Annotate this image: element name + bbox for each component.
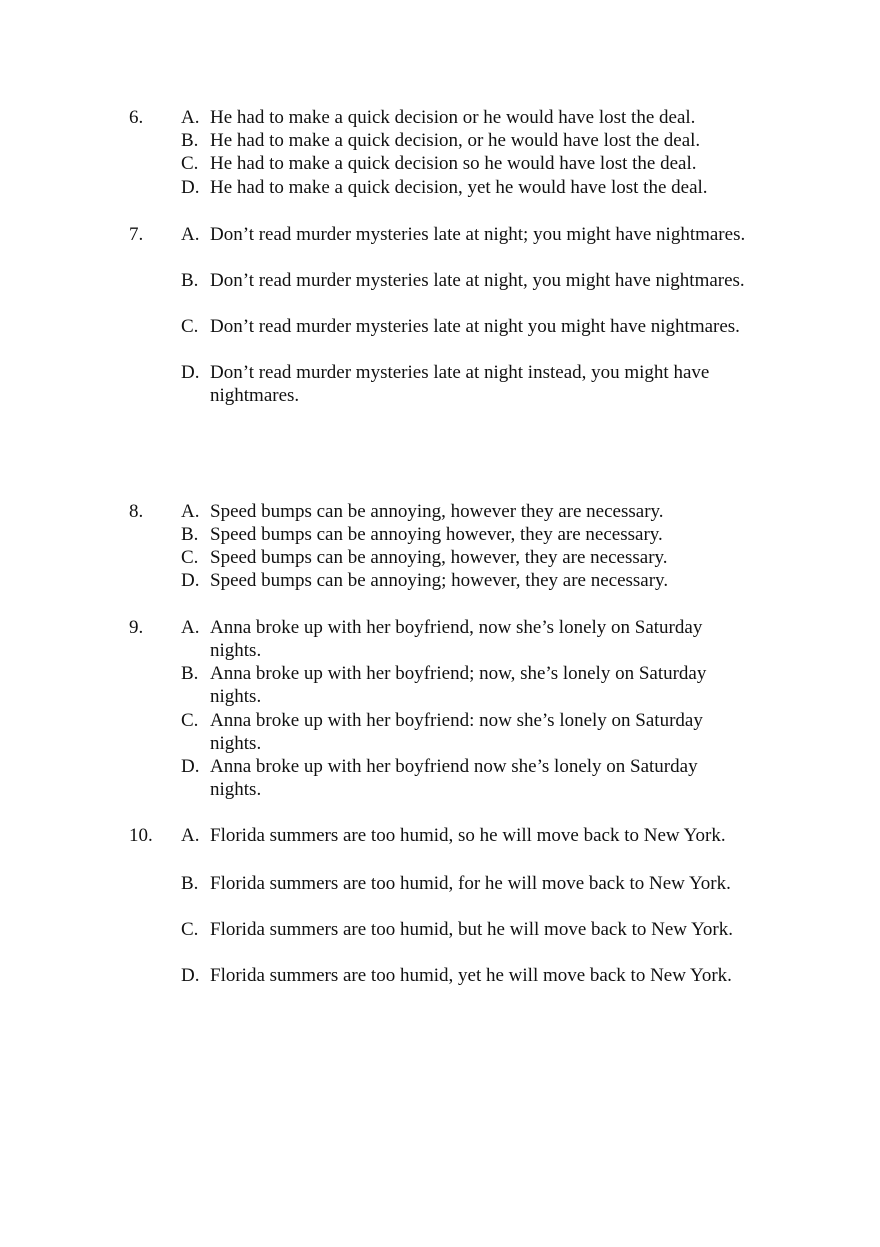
question-number: 9.: [129, 617, 144, 638]
option-text: Florida summers are too humid, for he will move back to New York.: [210, 873, 731, 894]
option-text: Speed bumps can be annoying, however they are necessary.: [210, 501, 664, 522]
option-letter: C.: [181, 153, 199, 174]
option-letter: A.: [181, 617, 200, 638]
option-text: Anna broke up with her boyfriend: now she’s lonely on Saturday nights.: [210, 710, 703, 754]
option-text: Speed bumps can be annoying; however, they are necessary.: [210, 570, 669, 591]
option-text: Florida summers are too humid, but he will move back to New York.: [210, 919, 733, 940]
question-number: 6.: [129, 107, 144, 128]
option-text: Anna broke up with her boyfriend; now, she’s lonely on Saturday nights.: [210, 663, 707, 707]
option-letter: C.: [181, 547, 199, 568]
option-letter: D.: [181, 965, 200, 986]
option-letter: D.: [181, 570, 200, 591]
question-number: 10.: [129, 825, 153, 846]
question-number: 7.: [129, 224, 144, 245]
option-letter: D.: [181, 756, 200, 777]
option-text: He had to make a quick decision, yet he would have lost the deal.: [210, 177, 708, 198]
option-letter: A.: [181, 825, 200, 846]
option-text: He had to make a quick decision so he would have lost the deal.: [210, 153, 697, 174]
question-number: 8.: [129, 501, 144, 522]
option-text: Don’t read murder mysteries late at night, you might have nightmares.: [210, 270, 745, 291]
option-text: Don’t read murder mysteries late at night; you might have nightmares.: [210, 224, 746, 245]
option-letter: C.: [181, 710, 199, 731]
option-text: He had to make a quick decision, or he would have lost the deal.: [210, 130, 701, 151]
option-letter: B.: [181, 130, 199, 151]
option-letter: B.: [181, 270, 199, 291]
option-text: Don’t read murder mysteries late at night you might have nightmares.: [210, 316, 740, 337]
option-letter: B.: [181, 524, 199, 545]
option-text: Florida summers are too humid, yet he will move back to New York.: [210, 965, 732, 986]
option-text: Speed bumps can be annoying however, they are necessary.: [210, 524, 663, 545]
option-letter: D.: [181, 177, 200, 198]
option-text: He had to make a quick decision or he would have lost the deal.: [210, 107, 696, 128]
option-text: Anna broke up with her boyfriend now she’s lonely on Saturday nights.: [210, 756, 698, 800]
option-letter: A.: [181, 501, 200, 522]
option-letter: A.: [181, 107, 200, 128]
option-text: Florida summers are too humid, so he will move back to New York.: [210, 825, 726, 846]
option-letter: C.: [181, 316, 199, 337]
option-text: Anna broke up with her boyfriend, now she’s lonely on Saturday nights.: [210, 617, 703, 661]
option-letter: B.: [181, 663, 199, 684]
option-text: Don’t read murder mysteries late at night instead, you might have nightmares.: [210, 362, 710, 406]
option-letter: D.: [181, 362, 200, 383]
option-letter: A.: [181, 224, 200, 245]
option-letter: C.: [181, 919, 199, 940]
option-text: Speed bumps can be annoying, however, they are necessary.: [210, 547, 668, 568]
option-letter: B.: [181, 873, 199, 894]
